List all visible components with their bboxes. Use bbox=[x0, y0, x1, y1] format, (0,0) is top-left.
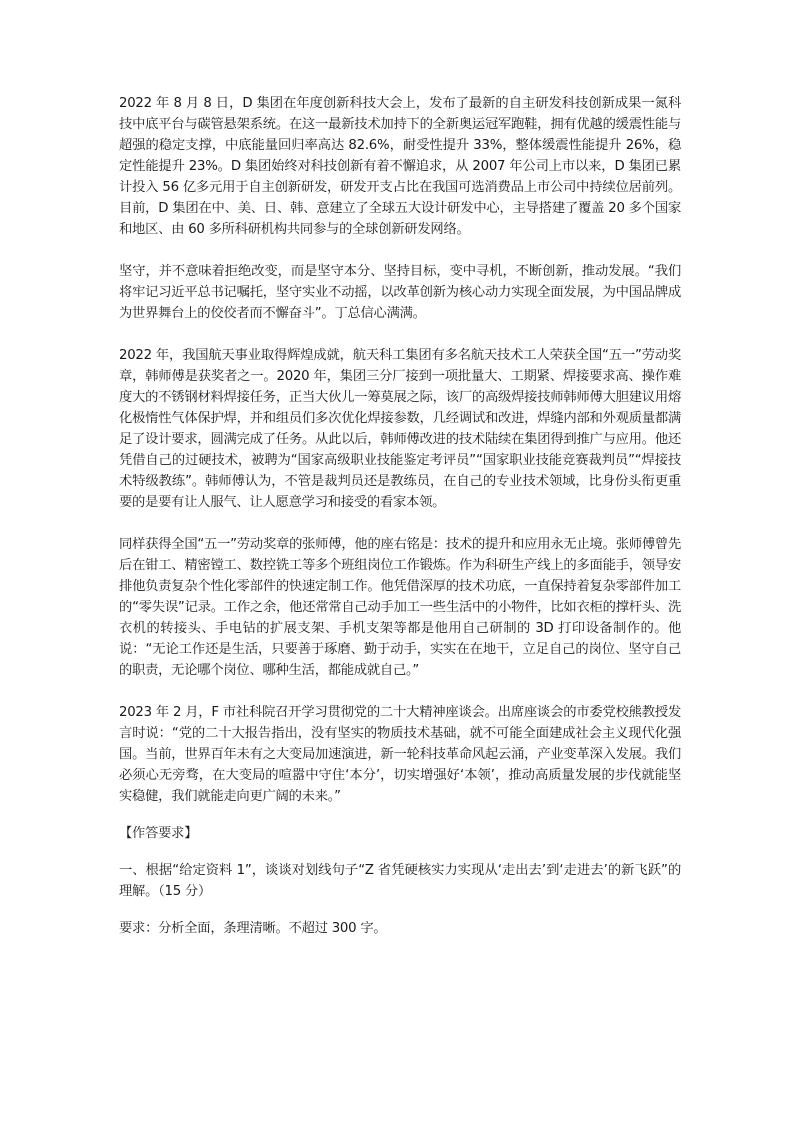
answer-requirement: 要求：分析全面，条理清晰。不超过 300 字。 bbox=[119, 921, 387, 936]
material-paragraph-master-han: 2022 年，我国航天事业取得辉煌成就，航天科工集团有多名航天技术工人荣获全国“五一”劳动奖章，韩师傅是获奖者之一。2020 年，集团三分厂接到一项批量大、工期紧、焊接要求高、操作难度大的不锈钢材料焊接任务，正当大伙儿一筹莫展之际，该厂的高级焊接技师韩师傅大胆建议用熔化极惰性气体保护焊，并和组员们多次优化焊接参数，几经调试和改进，焊缝内部和外观质量都满足了设计要求，圆满完成了任务。从此以后，韩师傅改进的技术陆续在集团得到推广与应用。他还凭借自己的过硬技术，被聘为“国家高级职业技能鉴定考评员”“国家职业技能竞赛裁判员”“焊接技术特级教练”。韩师傅认为，不管是裁判员还是教练员，在自己的专业技术领域，比身份头衔更重要的是要有让人服气、让人愿意学习和接受的看家本领。 bbox=[119, 348, 681, 510]
material-paragraph-persistence: 坚守，并不意味着拒绝改变，而是坚守本分、坚持目标，变中寻机，不断创新，推动发展。“我们将牢记习近平总书记嘱托，坚守实业不动摇，以改革创新为核心动力实现全面发展，为中国品牌成为世界舞台上的佼佼者而不懈奋斗”。丁总信心满满。 bbox=[119, 264, 681, 321]
material-paragraph-d-group: 2022 年 8 月 8 日，D 集团在年度创新科技大会上，发布了最新的自主研发科技创新成果一氮科技中底平台与碳管悬架系统。在这一最新技术加持下的全新奥运冠军跑鞋，拥有优越的缓震性能与超强的稳定支撑，中底能量回归率高达 82.6%，耐受性提升 33%，整体缓震性能提升 26%，稳定性能提升 23%。D 集团始终对科技创新有着不懈追求，从 2007 年公司上市以来，D 集团已累计投入 56 亿多元用于自主创新研发，研发开支占比在我国可选消费品上市公司中持续位居前列。目前，D 集团在中、美、日、韩、意建立了全球五大设计研发中心，主导搭建了覆盖 20 多个国家和地区、由 60 多所科研机构共同参与的全球创新研发网络。 bbox=[119, 96, 681, 237]
requirements-heading: 【作答要求】 bbox=[119, 826, 198, 841]
document-page bbox=[119, 93, 681, 939]
material-paragraph-master-zhang: 同样获得全国“五一”劳动奖章的张师傅，他的座右铭是：技术的提升和应用永无止境。张师傅曾先后在钳工、精密镗工、数控铣工等多个班组岗位工作锻炼。作为科研生产线上的多面能手，领导安排他负责复杂个性化零部件的快速定制工作。他凭借深厚的技术功底，一直保持着复杂零部件加工的“零失误”记录。工作之余，他还常常自己动手加工一些生活中的小物件，比如衣柜的撑杆头、洗衣机的转接头、手电钻的扩展支架、手机支架等都是他用自己研制的 3D 打印设备制作的。他说：“无论工作还是生活，只要善于琢磨、勤于动手，实实在在地干，立足自己的岗位、坚守自己的职责，无论哪个岗位、哪种生活，都能成就自己。” bbox=[119, 537, 681, 678]
question-text: 一、根据“给定资料 1”，谈谈对划线句子“Z 省凭硬核实力实现从‘走出去’到‘走进去’的新飞跃”的理解。（15 分） bbox=[119, 863, 681, 899]
material-paragraph-seminar: 2023 年 2 月，F 市社科院召开学习贯彻党的二十大精神座谈会。出席座谈会的市委党校熊教授发言时说：“党的二十大报告指出，没有坚实的物质技术基础，就不可能全面建成社会主义现代化强国。当前，世界百年未有之大变局加速演进，新一轮科技革命风起云涌，产业变革深入发展。我们必须心无旁骛，在大变局的喧嚣中守住‘本分’，切实增强好‘本领’，推动高质量发展的步伐就能坚实稳健，我们就能走向更广阔的未来。” bbox=[119, 705, 681, 804]
